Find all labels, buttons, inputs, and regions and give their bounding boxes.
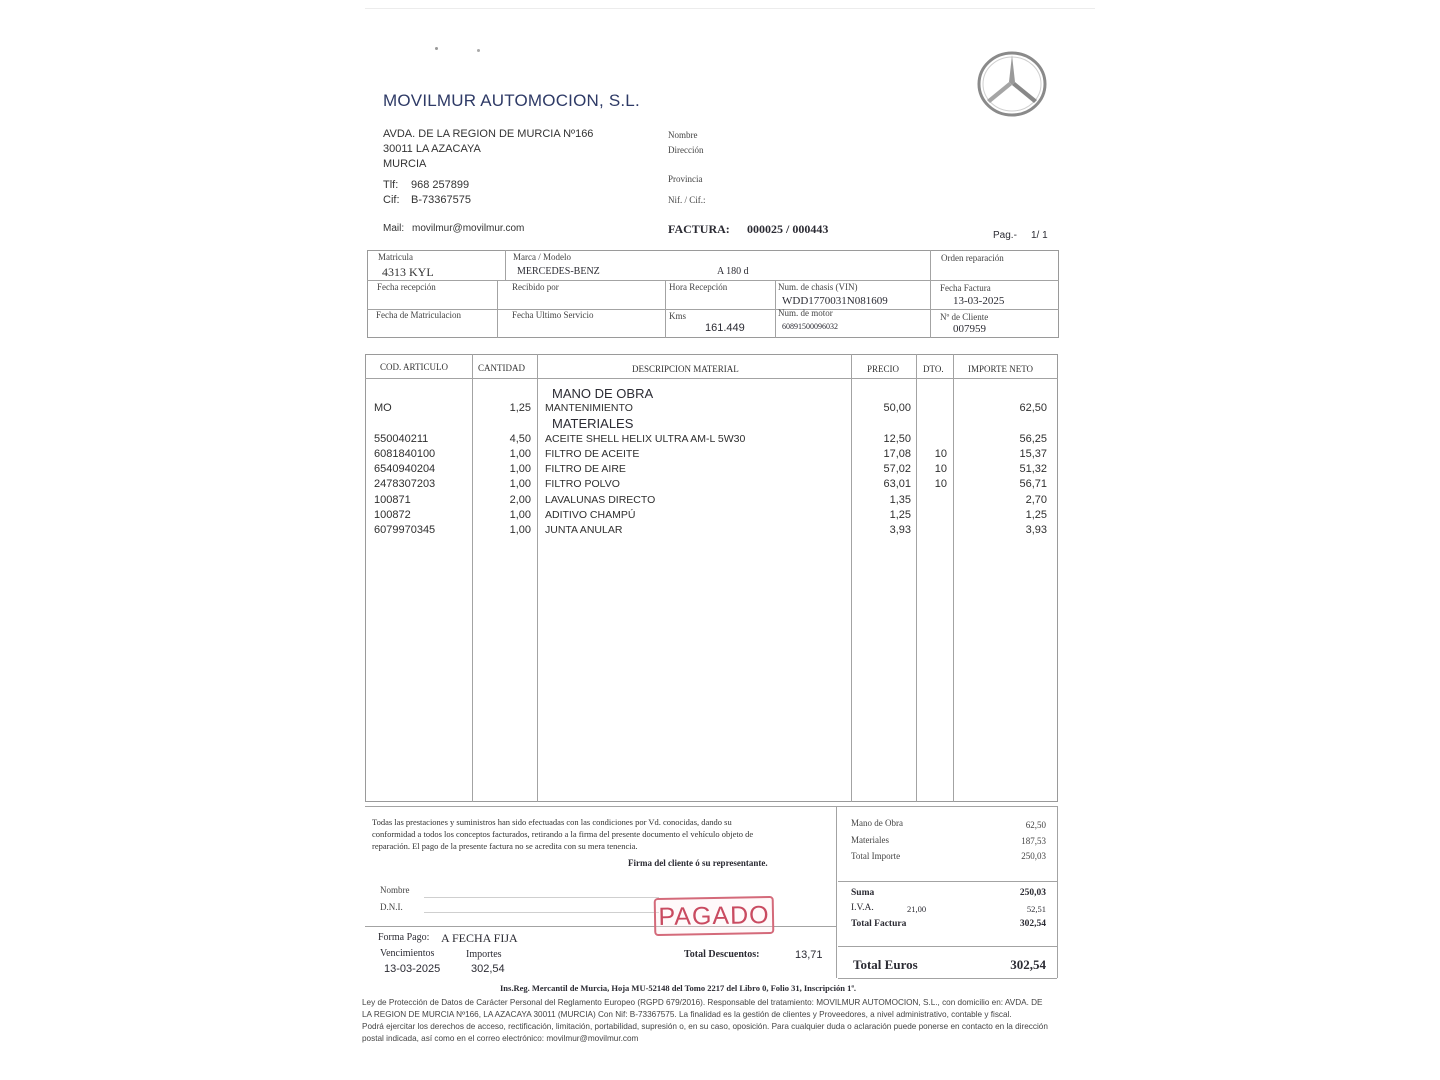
cell-code: 2478307203 [374,478,436,490]
reception-date-label: Fecha recepción [377,282,436,292]
customer-address-label: Dirección [668,145,704,155]
legal-line: Podrá ejercitar los derechos de acceso, rectificación, limitación, portabilidad, supresión o, en su caso, oposición. Para cualquier duda o aclaración puede ponerse en contacto en la dirección [362,1022,1048,1031]
total-euros-value: 302,54 [1010,957,1046,972]
customer-nif-label: Nif. / Cif.: [668,195,706,205]
client-number-value: 007959 [953,323,986,335]
model-value: A 180 d [717,266,749,277]
plate-label: Matricula [378,252,413,262]
col-header-quantity: CANTIDAD [478,363,525,373]
cell-discount: 10 [934,478,947,490]
cell-quantity: 1,25 [509,402,531,414]
col-header-discount: DTO. [923,364,944,374]
cell-code: 6540940204 [374,463,436,475]
invoice-label: FACTURA: [668,222,730,236]
sum-value: 250,03 [1019,888,1046,898]
brand-model-label: Marca / Modelo [513,252,571,262]
section-labor: MANO DE OBRA [552,386,654,401]
cell-price: 1,25 [889,509,911,521]
cell-quantity: 1,00 [509,509,531,521]
cell-description: FILTRO DE AIRE [545,463,626,475]
phone-value: 968 257899 [411,179,470,191]
cell-code: 100871 [374,494,411,506]
page-label: Pag.- [993,230,1017,241]
cif-label: Cif: [383,194,400,206]
scan-speck [435,47,438,50]
cell-discount: 10 [934,463,947,475]
invoice-total-value: 302,54 [1019,919,1046,929]
km-label: Kms [669,311,687,321]
cell-description: JUNTA ANULAR [545,524,623,536]
payment-method-value: A FECHA FIJA [441,931,518,945]
cell-description: ACEITE SHELL HELIX ULTRA AM-L 5W30 [545,433,746,445]
brand-value: MERCEDES-BENZ [517,266,600,277]
client-number-label: Nº de Cliente [940,312,989,322]
registry-note: Ins.Reg. Mercantil de Murcia, Hoja MU-52148 del Tomo 2217 del Libro 0, Folio 31, Inscripción 1ª. [500,983,857,993]
total-amount-label: Total Importe [851,851,901,861]
engine-number-label: Num. de motor [778,308,833,318]
conditions-line: conformidad a todos los conceptos facturados, retirando a la firma del presente documento el vehículo objeto de [372,829,754,839]
cell-price: 1,35 [889,494,911,506]
cell-description: FILTRO POLVO [545,478,620,490]
payment-method-label: Forma Pago: [378,932,430,943]
address-line: MURCIA [383,158,427,170]
km-value: 161.449 [705,322,745,334]
legal-line: postal indicada, así como en el correo electrónico: movilmur@movilmur.com [362,1034,639,1043]
invoice-date-label: Fecha Factura [940,283,991,293]
last-service-label: Fecha Ultimo Servicio [512,310,594,320]
col-header-description: DESCRIPCION MATERIAL [632,364,739,374]
vat-label: I.V.A. [851,903,874,913]
plate-value: 4313 KYL [382,265,434,279]
vin-label: Num. de chasis (VIN) [778,282,858,292]
vat-value: 52,51 [1026,904,1046,914]
cell-quantity: 1,00 [509,463,531,475]
cell-quantity: 1,00 [509,478,531,490]
due-date-value: 13-03-2025 [384,963,441,975]
cell-net-amount: 1,25 [1025,509,1047,521]
scan-speck [477,49,480,52]
repair-order-label: Orden reparación [941,253,1004,263]
invoice-total-label: Total Factura [851,919,907,929]
cell-price: 12,50 [883,433,911,445]
cell-description: LAVALUNAS DIRECTO [545,494,656,506]
cell-price: 57,02 [883,463,911,475]
cell-price: 63,01 [883,478,911,490]
received-by-label: Recibido por [512,282,559,292]
mercedes-star-icon [975,49,1049,119]
cell-quantity: 4,50 [509,433,531,445]
legal-line: Ley de Protección de Datos de Carácter Personal del Reglamento Europeo (RGPD 679/2016). Responsable del tratamiento: MOVILMUR AUTOMOCION, S.L., con domicilio en: AVDA. DE [362,998,1043,1007]
vin-value: WDD1770031N081609 [782,295,888,307]
company-name: MOVILMUR AUTOMOCION, S.L. [383,91,640,110]
materials-total-label: Materiales [851,835,889,845]
col-header-code: COD. ARTICULO [380,362,448,372]
mail-label: Mail: [383,223,405,234]
address-line: AVDA. DE LA REGION DE MURCIA Nº166 [383,128,594,140]
cell-quantity: 1,00 [509,524,531,536]
cell-net-amount: 56,71 [1019,478,1047,490]
registration-date-label: Fecha de Matriculacion [376,310,461,320]
cell-code: 100872 [374,509,411,521]
conditions-line: reparación. El pago de la presente factura no se acredita con su mera tenencia. [372,841,638,851]
due-date-label: Vencimientos [380,948,435,959]
cell-net-amount: 62,50 [1019,402,1047,414]
invoice-date-value: 13-03-2025 [953,295,1005,307]
signer-dni-label: D.N.I. [380,902,403,912]
cell-description: FILTRO DE ACEITE [545,448,640,460]
items-table [365,354,1058,802]
cell-description: MANTENIMIENTO [545,402,633,414]
total-discounts-value: 13,71 [795,949,823,961]
customer-province-label: Provincia [668,174,703,184]
materials-total-value: 187,53 [1021,836,1046,846]
due-amount-value: 302,54 [471,963,505,975]
cell-net-amount: 51,32 [1019,463,1047,475]
scan-edge [365,8,1095,9]
total-discounts-label: Total Descuentos: [684,949,760,960]
phone-label: Tlf: [383,179,399,191]
cell-code: 6079970345 [374,524,436,536]
labor-total-value: 62,50 [1025,820,1046,830]
sum-label: Suma [851,888,875,898]
customer-name-label: Nombre [668,130,698,140]
cell-code: 6081840100 [374,448,436,460]
cell-discount: 10 [934,448,947,460]
invoice-number: 000025 / 000443 [747,222,829,236]
labor-total-label: Mano de Obra [851,818,903,828]
cell-quantity: 1,00 [509,448,531,460]
signer-name-label: Nombre [380,885,410,895]
cell-price: 17,08 [883,448,911,460]
cell-price: 3,93 [889,524,911,536]
cell-quantity: 2,00 [509,494,531,506]
vat-rate: 21,00 [907,904,927,914]
cell-net-amount: 56,25 [1019,433,1047,445]
total-euros-label: Total Euros [853,957,918,972]
amounts-label: Importes [466,949,502,960]
engine-number-value: 60891500096032 [782,322,838,331]
legal-line: LA REGION DE MURCIA Nº166, LA AZACAYA 30011 (MURCIA) Con Nif: B-73367575. La finalidad es la gestión de clientes y Proveedores, a nivel administrativo, contable y fiscal. [362,1010,1012,1019]
mail-value: movilmur@movilmur.com [412,223,525,234]
signature-caption: Firma del cliente ó su representante. [628,858,768,868]
conditions-line: Todas las prestaciones y suministros han sido efectuadas con las condiciones por Vd. conocidas, dando su [372,817,732,827]
page-number: 1/ 1 [1031,230,1048,241]
col-header-price: PRECIO [867,364,900,374]
cell-net-amount: 15,37 [1019,448,1047,460]
cell-code: 550040211 [374,433,429,445]
address-line: 30011 LA AZACAYA [383,143,481,155]
cell-description: ADITIVO CHAMPÚ [545,509,636,521]
cif-value: B-73367575 [411,194,471,206]
reception-time-label: Hora Recepción [669,282,728,292]
section-materials: MATERIALES [552,416,634,431]
cell-code: MO [374,402,392,414]
cell-net-amount: 2,70 [1025,494,1047,506]
cell-net-amount: 3,93 [1025,524,1047,536]
total-amount-value: 250,03 [1021,851,1046,861]
cell-price: 50,00 [883,402,911,414]
paid-stamp: PAGADO [654,896,775,936]
col-header-net-amount: IMPORTE NETO [968,364,1034,374]
